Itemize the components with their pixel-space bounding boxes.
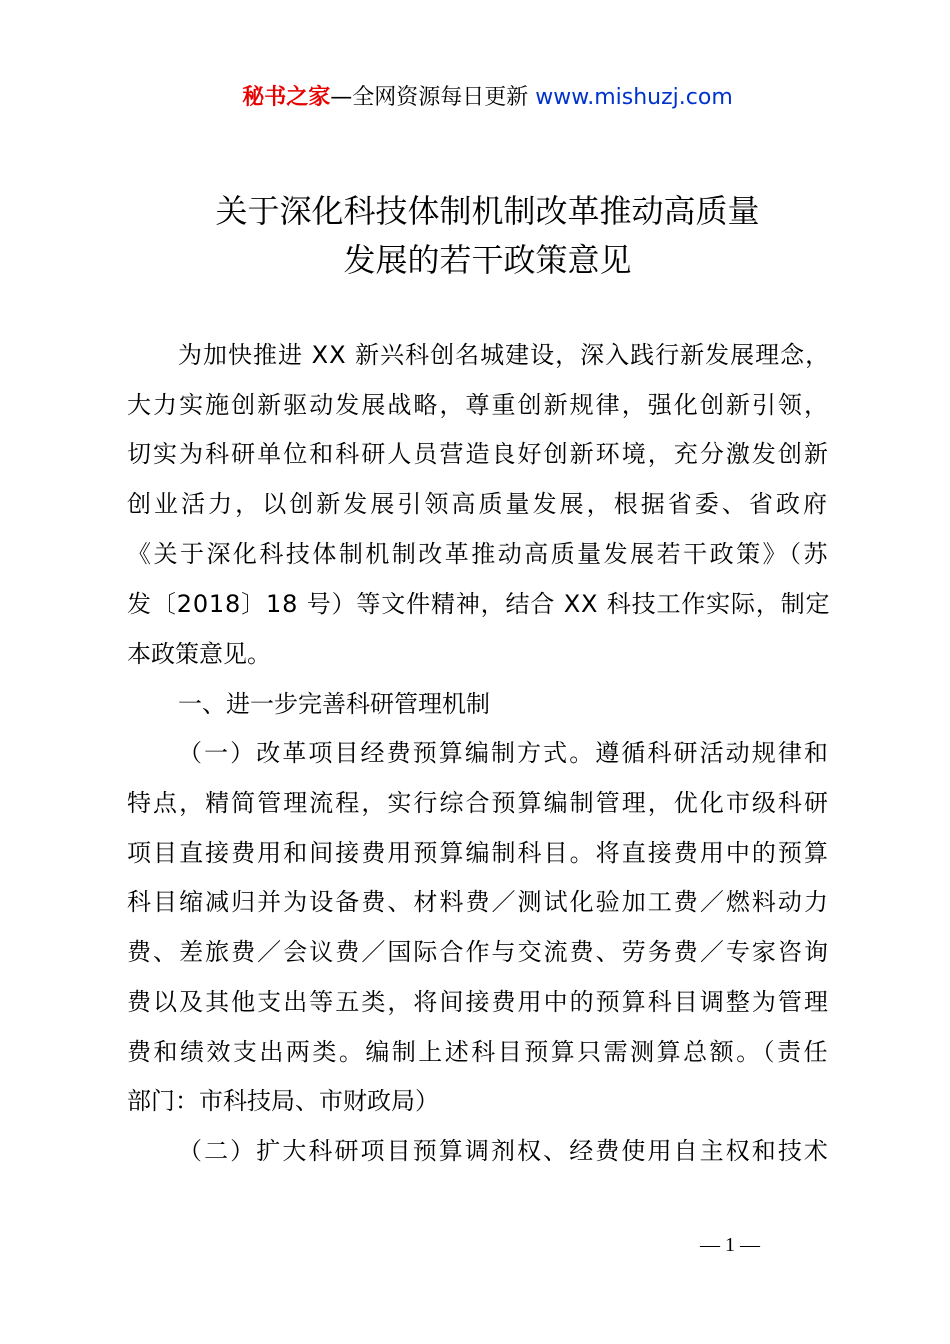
body-line: 项目直接费用和间接费用预算编制科目。将直接费用中的预算 bbox=[127, 839, 830, 867]
body-line: 本政策意见。 bbox=[127, 640, 271, 668]
page-number: — 1 — bbox=[700, 1234, 760, 1256]
body-line: （一）改革项目经费预算编制方式。遵循科研活动规律和 bbox=[178, 739, 830, 767]
tagline: —全网资源每日更新 bbox=[330, 85, 536, 110]
section-heading: 一、进一步完善科研管理机制 bbox=[178, 690, 490, 718]
site-url[interactable]: www.mishuzj.com bbox=[535, 85, 733, 110]
body-line: 费和绩效支出两类。编制上述科目预算只需测算总额。（责任 bbox=[127, 1038, 830, 1066]
document-title-line-1: 关于深化科技体制机制改革推动高质量 bbox=[215, 192, 760, 230]
body-line: 发〔2018〕18 号）等文件精神，结合 XX 科技工作实际，制定 bbox=[127, 590, 831, 618]
body-line: 创业活力，以创新发展引领高质量发展，根据省委、省政府 bbox=[127, 490, 830, 518]
site-header bbox=[0, 80, 950, 111]
body-line: 科目缩减归并为设备费、材料费／测试化验加工费／燃料动力 bbox=[127, 888, 830, 916]
body-line: （二）扩大科研项目预算调剂权、经费使用自主权和技术 bbox=[178, 1137, 830, 1165]
document-title-line-2: 发展的若干政策意见 bbox=[343, 241, 632, 279]
body-line: 特点，精简管理流程，实行综合预算编制管理，优化市级科研 bbox=[127, 789, 830, 817]
body-line: 为加快推进 XX 新兴科创名城建设，深入践行新发展理念， bbox=[178, 341, 831, 369]
brand-name: 秘书之家 bbox=[242, 85, 331, 110]
body-line: 部门：市科技局、市财政局） bbox=[127, 1087, 439, 1115]
body-line: 费以及其他支出等五类，将间接费用中的预算科目调整为管理 bbox=[127, 988, 830, 1016]
body-line: 大力实施创新驱动发展战略，尊重创新规律，强化创新引领， bbox=[127, 391, 830, 419]
body-line: 《关于深化科技体制机制改革推动高质量发展若干政策》（苏 bbox=[127, 540, 830, 568]
body-line: 费、差旅费／会议费／国际合作与交流费、劳务费／专家咨询 bbox=[127, 938, 830, 966]
body-line: 切实为科研单位和科研人员营造良好创新环境，充分激发创新 bbox=[127, 440, 830, 468]
